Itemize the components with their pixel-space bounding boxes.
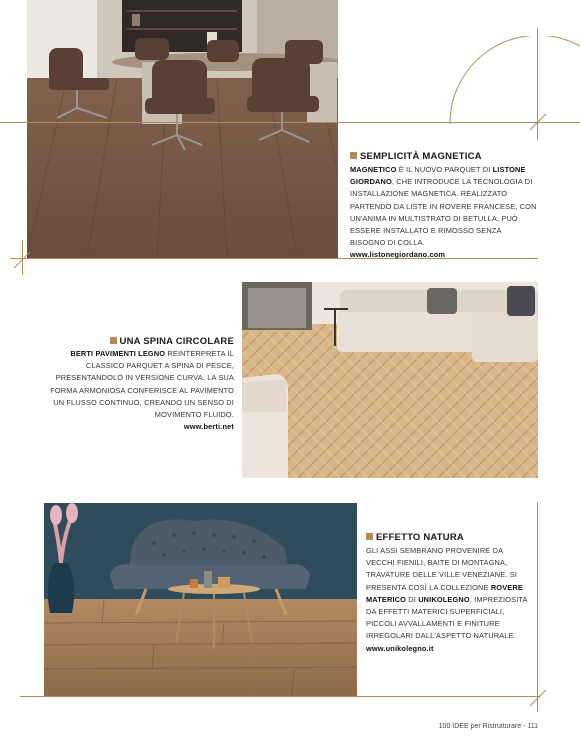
section-heading: EFFETTO NATURA xyxy=(366,532,464,543)
page-footer: 100 IDEE per Ristrutturare - 111 xyxy=(438,723,538,730)
section-heading: UNA SPINA CIRCOLARE xyxy=(40,336,234,347)
divider-line xyxy=(20,696,540,697)
section-body: GLI ASSI SEMBRANO PROVENIRE DA VECCHI FIENILI, BAITE DI MONTAGNA, TRAVATURE DELLE VILLE VENEZIANE. SI PRESENTA COSÌ LA COLLEZIONE ROVERE MATERICO DI UNIKOLEGNO, IMPREZIOSITA DA EFFETTI MATERICI SUPERFICIALI, PICCOLI AVVALLAMENTI E FINITURE IRREGOLARI DALL'ASPETTO NATURALE. www.unikolegno.it xyxy=(366,545,531,655)
decorative-cross xyxy=(528,112,548,132)
photo-rustic-wood-living xyxy=(44,503,357,696)
section-body: MAGNETICO È IL NUOVO PARQUET DI LISTONE GIORDANO, CHE INTRODUCE LA TECNOLOGIA DI INSTALLAZIONE MAGNETICA. REALIZZATO PARTENDO DA LISTE IN ROVERE FRANCESE, CON UN'ANIMA IN MULTISTRATO DI BETULLA, PUÒ ESSERE INSTALLATO E RIMOSSO SENZA BISOGNO DI COLLA. www.listonegiordano.com xyxy=(350,164,538,262)
square-bullet-icon xyxy=(350,152,357,159)
divider-line xyxy=(537,502,538,712)
square-bullet-icon xyxy=(110,337,117,344)
website-link[interactable]: www.listonegiordano.com xyxy=(350,250,446,260)
decorative-cross xyxy=(528,688,548,708)
website-link[interactable]: www.berti.net xyxy=(183,422,234,432)
decorative-arc xyxy=(448,36,580,126)
photo-herringbone-floor xyxy=(242,282,538,478)
section-heading: SEMPLICITÀ MAGNETICA xyxy=(350,151,482,162)
website-link[interactable]: www.unikolegno.it xyxy=(366,643,434,653)
section-body: BERTI PAVIMENTI LEGNO REINTERPRETA IL CLASSICO PARQUET A SPINA DI PESCE, PRESENTANDOLO IN VERSIONE CURVA. LA SUA FORMA ARMONIOSA CONFERISCE AL PAVIMENTO UN FLUSSO CONTINUO, CREANDO UN SENSO DI MOVIMENTO FLUIDO. www.berti.net xyxy=(40,348,234,433)
decorative-cross xyxy=(12,250,32,270)
square-bullet-icon xyxy=(366,533,373,540)
photo-meeting-room xyxy=(27,0,338,258)
